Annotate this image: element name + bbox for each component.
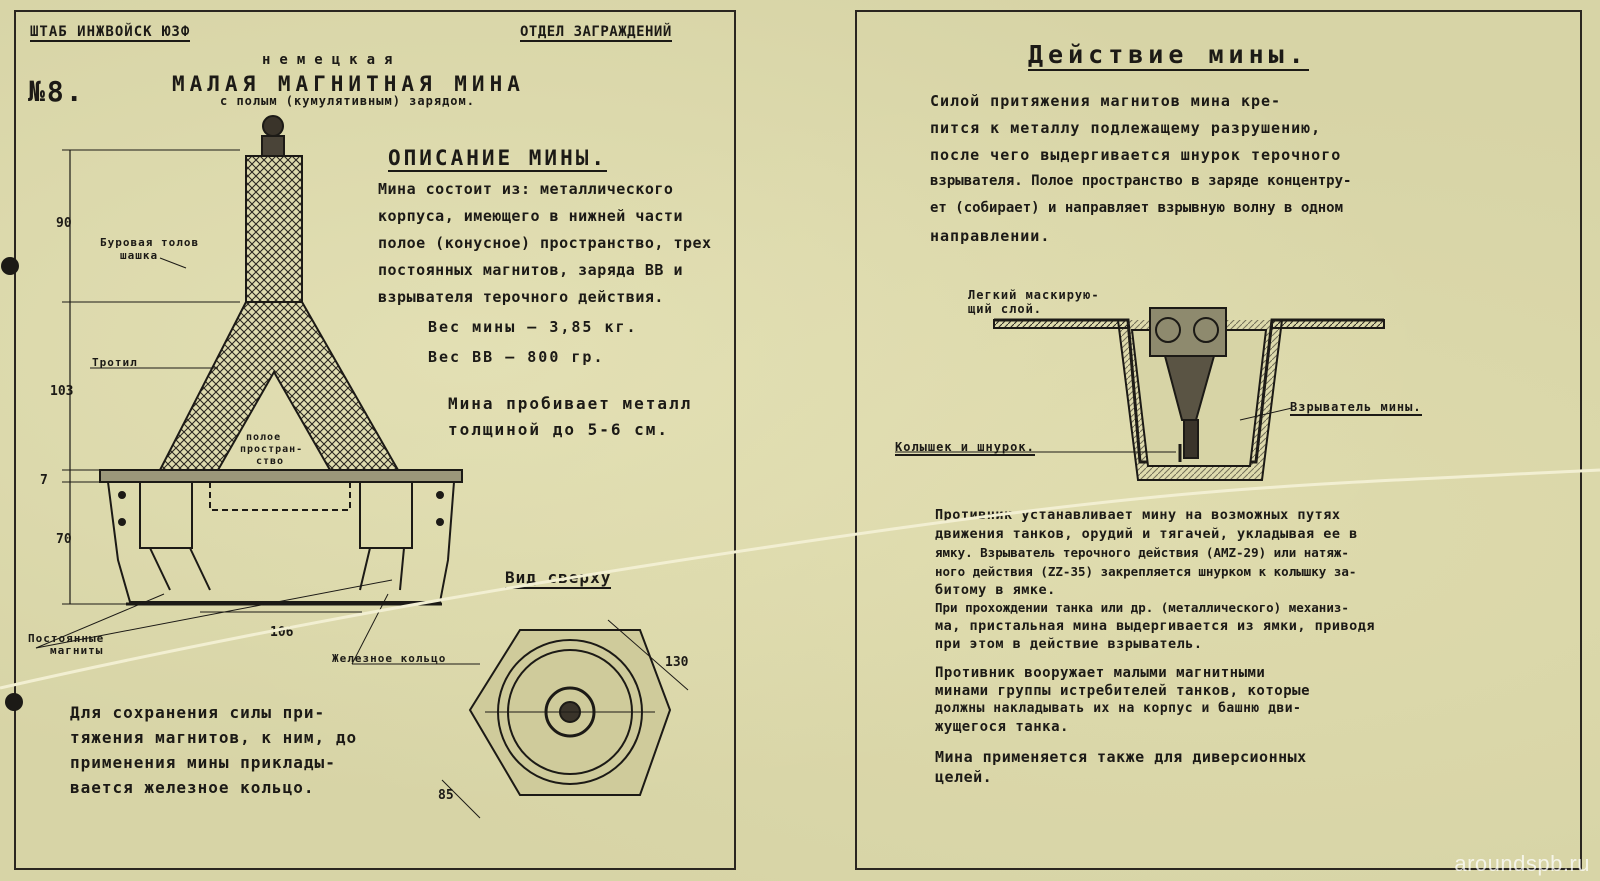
iron-ring-label: Железное кольцо [332, 652, 447, 665]
usage-line: целей. [935, 768, 993, 786]
usage-line: ма, пристальная мина выдергивается из ямки, приводя [935, 618, 1376, 634]
base-plate [100, 470, 462, 482]
installation-section [895, 308, 1384, 480]
top-view-label: Вид сверху [505, 568, 612, 587]
usage-line: Противник вооружает малыми магнитными [935, 665, 1266, 681]
mine-top-view [442, 620, 688, 818]
description-heading: ОПИСАНИЕ МИНЫ. [388, 146, 608, 170]
usage-line: Мина применяется также для диверсионных [935, 748, 1307, 766]
magnets-label-2: магниты [50, 644, 104, 657]
title-subline: с полым (кумулятивным) зарядом. [220, 94, 475, 108]
mine-weight: Вес мины – 3,85 кг. [428, 318, 638, 336]
subtitle: немецкая [262, 52, 402, 68]
care-line: применения мины приклады- [70, 753, 336, 772]
action-line: Силой притяжения магнитов мина кре- [930, 92, 1282, 110]
care-line: вается железное кольцо. [70, 778, 315, 797]
drill-charge-label-2: шашка [120, 249, 159, 262]
peg-label: Колышек и шнурок. [895, 440, 1035, 454]
description-line: полое (конусное) пространство, трех [378, 234, 712, 252]
hollow-space-label: полое [246, 432, 282, 443]
fuse-label: Взрыватель мины. [1290, 400, 1422, 414]
sheet-number: №8. [28, 75, 85, 108]
dimension-70: 70 [56, 532, 72, 547]
mine-side-view [36, 116, 480, 664]
mine-cone [160, 302, 398, 470]
action-line: после чего выдергивается шнурок терочного [930, 146, 1342, 164]
usage-line: движения танков, орудий и тягачей, укладывая ее в [935, 526, 1358, 542]
description-line: корпуса, имеющего в нижней части [378, 207, 683, 225]
magnets-label: Постоянные [28, 632, 105, 645]
mine-housing [108, 482, 454, 602]
magnet-left [140, 482, 192, 548]
action-line: пится к металлу подлежащему разрушению, [930, 119, 1322, 137]
camouflage-label: Легкий маскирую- [968, 288, 1100, 302]
usage-line: битому в ямке. [935, 582, 1056, 598]
description-line: взрывателя терочного действия. [378, 288, 664, 306]
usage-line: При прохождении танка или др. (металлического) механиз- [935, 600, 1349, 615]
dimension-85: 85 [438, 788, 454, 803]
penetration-line: Мина пробивает металл [448, 394, 693, 413]
explosive-weight: Вес ВВ – 800 гр. [428, 348, 605, 366]
usage-line: должны накладывать их на корпус и башню дви- [935, 701, 1302, 716]
usage-line: при этом в действие взрыватель. [935, 636, 1203, 652]
hollow-space-label-2: простран- [240, 444, 304, 455]
care-line: тяжения магнитов, к ним, до [70, 728, 358, 747]
action-heading: Действие мины. [1028, 40, 1309, 69]
dimension-106: 106 [270, 625, 294, 640]
dimension-130: 130 [665, 655, 689, 670]
penetration-line: толщиной до 5-6 см. [448, 420, 670, 439]
punch-hole-icon [5, 693, 23, 711]
dimension-7: 7 [40, 473, 48, 488]
action-line: взрывателя. Полое пространство в заряде концентру- [930, 173, 1352, 189]
description-line: Мина состоит из: металлического [378, 180, 674, 198]
fold-line [0, 470, 1600, 688]
camouflage-label-2: щий слой. [968, 302, 1043, 316]
action-line: ет (собирает) и направляет взрывную волну в одном [930, 200, 1344, 216]
fuse-knob-icon [263, 116, 283, 136]
care-line: Для сохранения силы при- [70, 703, 326, 722]
usage-line: минами группы истребителей танков, которые [935, 683, 1311, 699]
hollow-space-label-3: ство [256, 456, 285, 467]
action-line: направлении. [930, 227, 1051, 245]
tnt-label: Тротил [92, 356, 138, 369]
mine-tube [246, 156, 302, 302]
usage-line: Противник устанавливает мину на возможных путях [935, 507, 1341, 523]
punch-hole-icon [1, 257, 19, 275]
usage-line: ямку. Взрыватель терочного действия (AMZ-29) или натяж- [935, 545, 1349, 560]
department-header: ОТДЕЛ ЗАГРАЖДЕНИЙ [520, 24, 672, 40]
drill-charge-label: Буровая толов [100, 236, 200, 249]
watermark: aroundspb.ru [1454, 851, 1590, 876]
page-title: МАЛАЯ МАГНИТНАЯ МИНА [172, 72, 525, 96]
description-line: постоянных магнитов, заряда ВВ и [378, 261, 683, 279]
usage-line: жущегося танка. [935, 719, 1069, 735]
usage-line: ного действия (ZZ-35) закрепляется шнурком к колышку за- [935, 564, 1357, 579]
dimension-103: 103 [50, 384, 74, 399]
magnet-right [360, 482, 412, 548]
hq-header: ШТАБ ИНЖВОЙСК ЮЗФ [30, 24, 191, 40]
dimension-90: 90 [56, 216, 72, 231]
buried-mine [1150, 308, 1226, 356]
